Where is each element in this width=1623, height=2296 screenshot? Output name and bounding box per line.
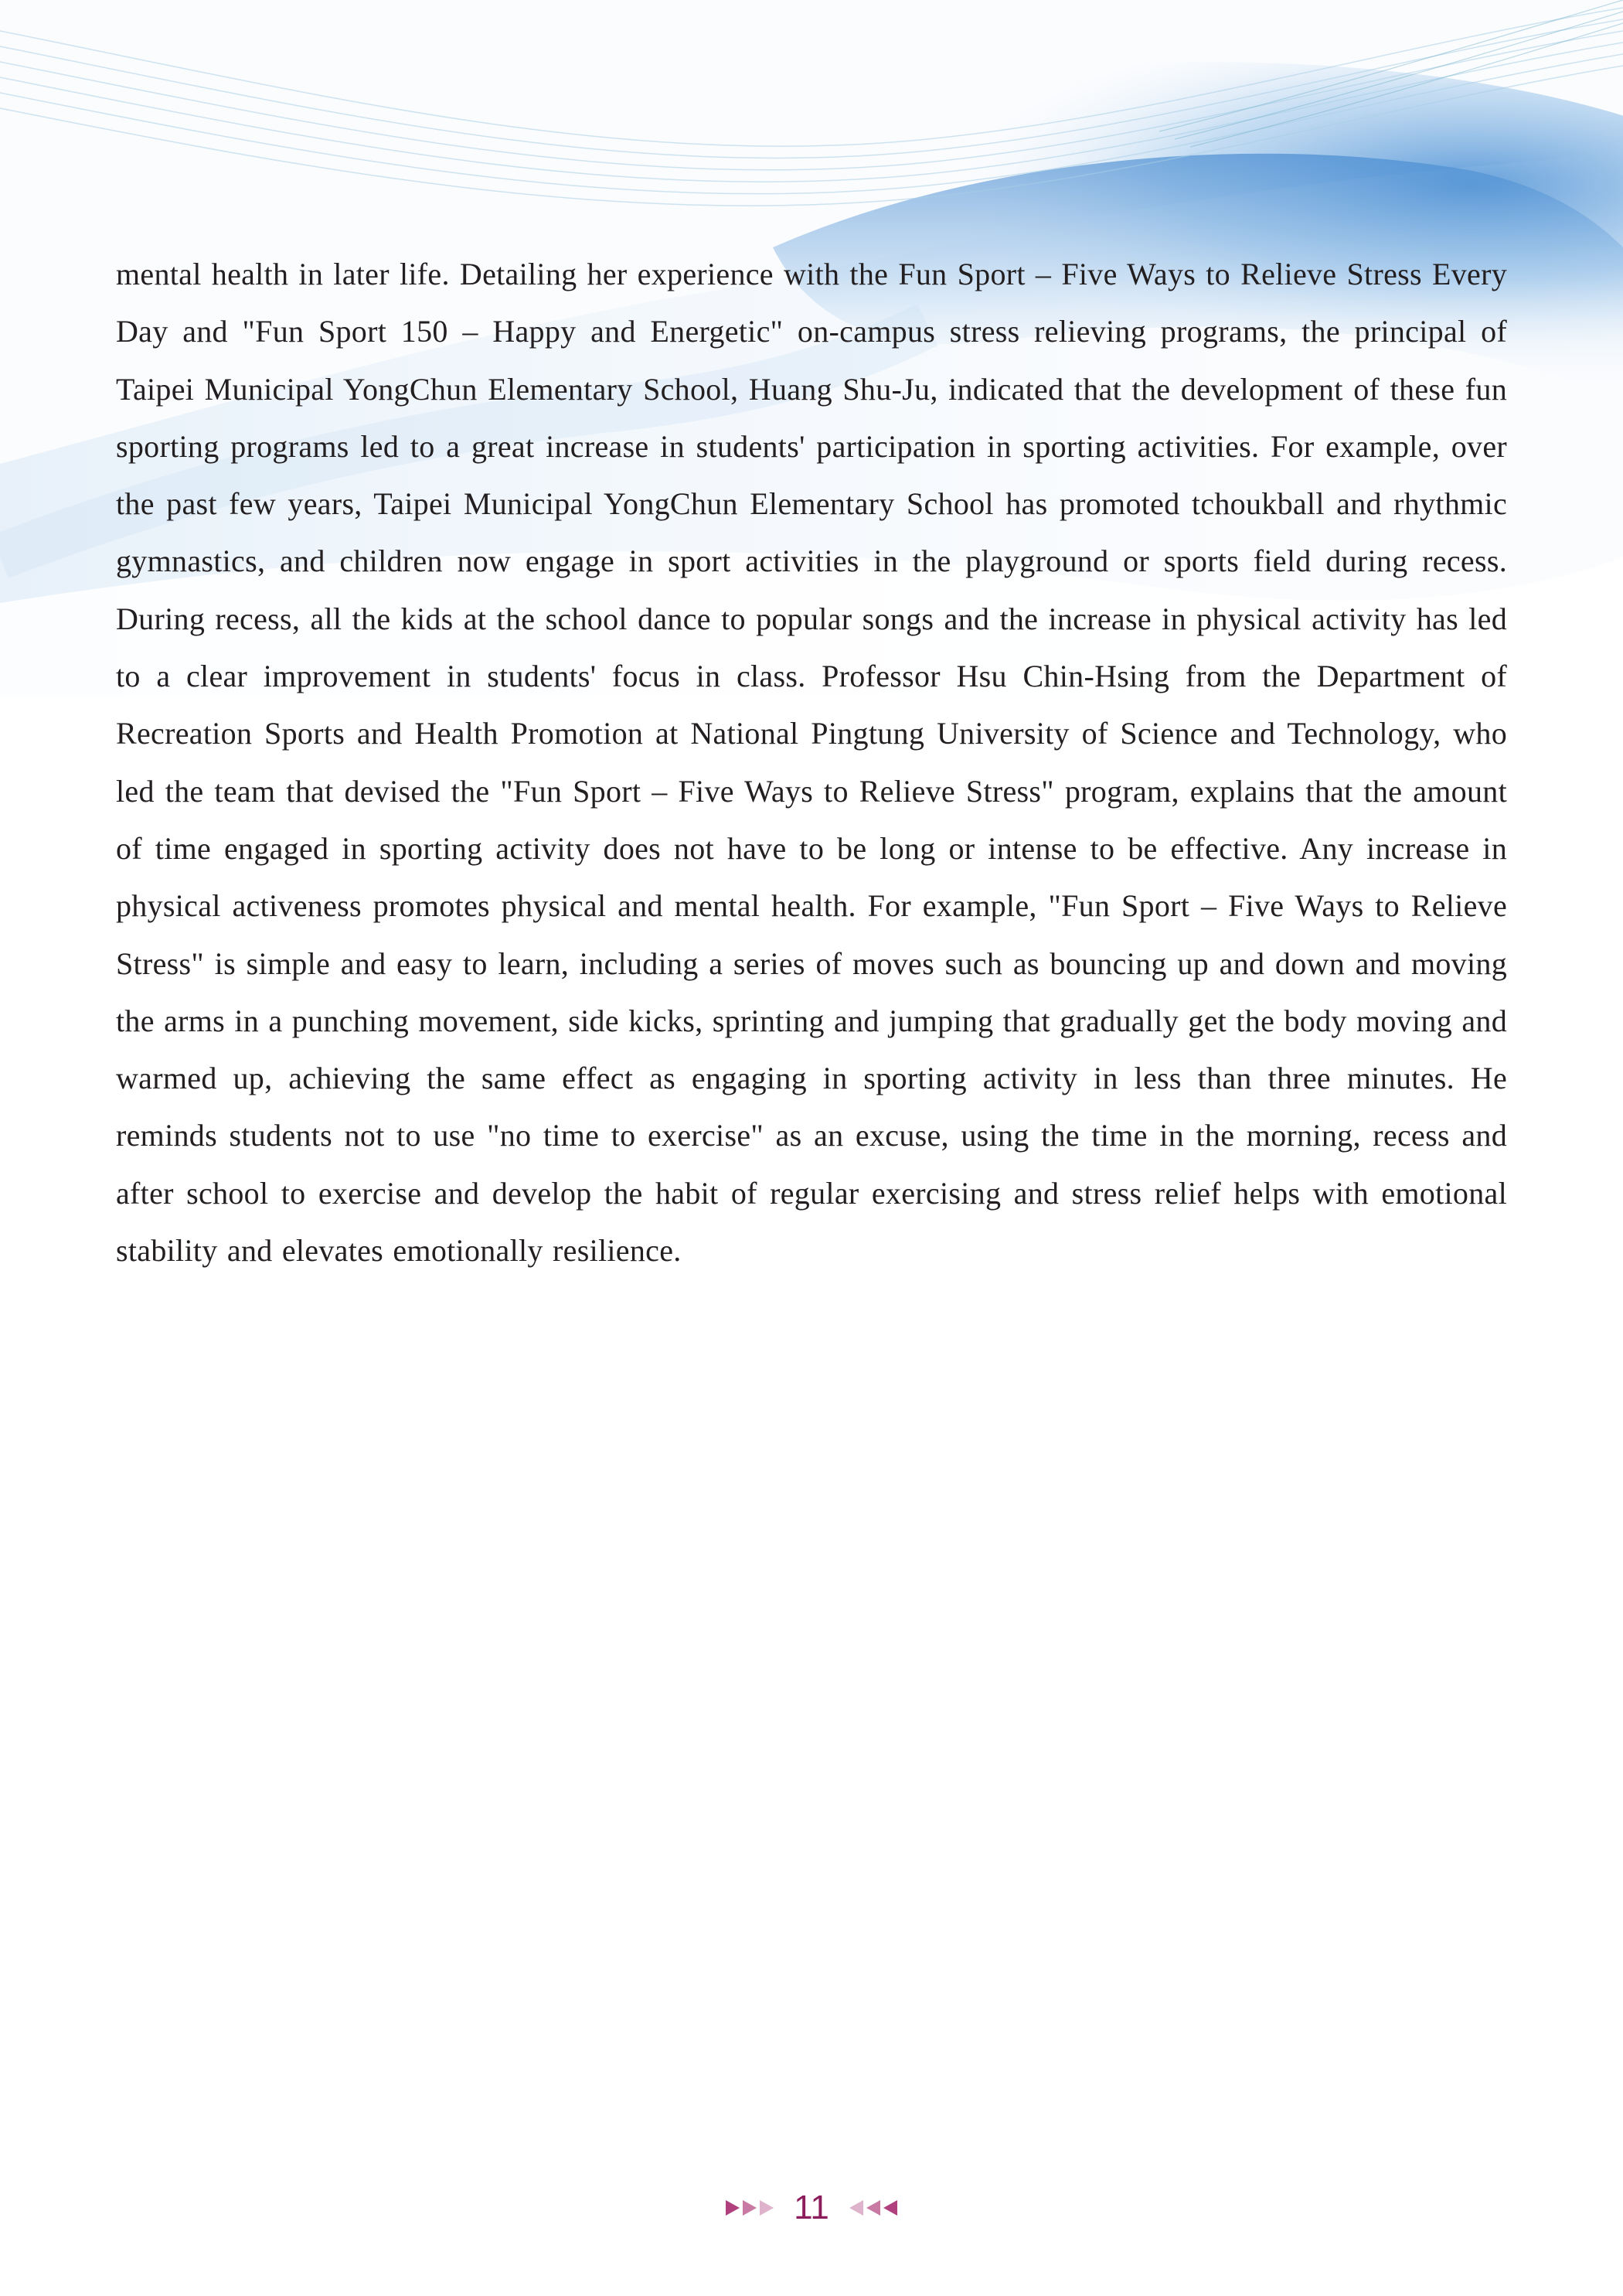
page-footer bbox=[0, 2185, 1623, 2231]
body-paragraph: mental health in later life. Detailing her experience with the Fun Sport – Five Ways to Relieve Stress Every Day and "Fun Sport 150 – Happy and Energetic" on-campus stress relieving programs, the principal of Taipei Municipal YongChun Elementary School, Huang Shu-Ju, indicated that the development of these fun sporting programs led to a great increase in students' participation in sporting activities. For example, over the past few years, Taipei Municipal YongChun Elementary School has promoted tchoukball and rhythmic gymnastics, and children now engage in sport activities in the playground or sports field during recess. During recess, all the kids at the school dance to popular songs and the increase in physical activity has led to a clear improvement in students' focus in class. Professor Hsu Chin-Hsing from the Department of Recreation Sports and Health Promotion at National Pingtung University of Science and Technology, who led the team that devised the "Fun Sport – Five Ways to Relieve Stress" program, explains that the amount of time engaged in sporting activity does not have to be long or intense to be effective. Any increase in physical activeness promotes physical and mental health. For example, "Fun Sport – Five Ways to Relieve Stress" is simple and easy to learn, including a series of moves such as bouncing up and down and moving the arms in a punching movement, side kicks, sprinting and jumping that gradually get the body moving and warmed up, achieving the same effect as engaging in sporting activity in less than three minutes. He reminds students not to use "no time to exercise" as an excuse, using the time in the morning, recess and after school to exercise and develop the habit of regular exercising and stress relief helps with emotional stability and elevates emotionally resilience. bbox=[116, 257, 1507, 1269]
triple-right-arrow-icon bbox=[726, 2200, 774, 2216]
page-content bbox=[116, 246, 1507, 1279]
page-number: 11 bbox=[794, 2189, 829, 2226]
triple-left-arrow-icon bbox=[849, 2200, 897, 2216]
